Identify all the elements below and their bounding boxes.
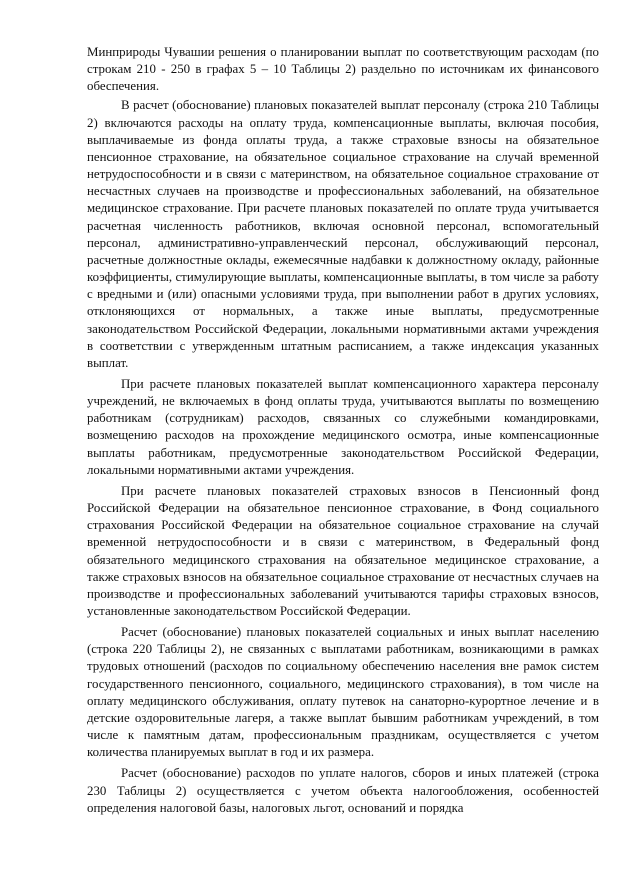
document-page xyxy=(87,44,599,821)
paragraph-2: В расчет (обоснование) плановых показателей выплат персоналу (строка 210 Таблицы 2) включаются расходы на оплату труда, компенсационные выплаты, включая пособия, выплачиваемые из фонда оплаты труда, а также страховые взносы на обязательное пенсионное страхование, на обязательное социальное страхование на случай временной нетрудоспособности и в связи с материнством, на обязательное социальное страхование от несчастных случаев на производстве и профессиональных заболеваний, на обязательное медицинское страхование. При расчете плановых показателей по оплате труда учитывается расчетная численность работников, включая основной персонал, вспомогательный персонал, административно-управленческий персонал, обслуживающий персонал, расчетные должностные оклады, ежемесячные надбавки к должностному окладу, районные коэффициенты, стимулирующие выплаты, компенсационные выплаты, в том числе за работу с вредными и (или) опасными условиями труда, при выполнении работ в других условиях, отклоняющихся от нормальных, а также иные выплаты, предусмотренные законодательством Российской Федерации, локальными нормативными актами учреждения в соответствии с утвержденным штатным расписанием, а также индексация указанных выплат. xyxy=(87,98,599,370)
paragraph-1: Минприроды Чувашии решения о планировании выплат по соответствующим расходам (по строкам 210 - 250 в графах 5 – 10 Таблицы 2) раздельно по источникам их финансового обеспечения. xyxy=(87,45,599,94)
paragraph-3: При расчете плановых показателей выплат компенсационного характера персоналу учреждений, не включаемых в фонд оплаты труда, учитываются выплаты по возмещению работникам (сотрудникам) расходов, связанных со служебными командировками, возмещению расходов на прохождение медицинского осмотра, иные компенсационные выплаты работникам, предусмотренные законодательством Российской Федерации, локальными нормативными актами учреждения. xyxy=(87,376,599,477)
paragraph-5: Расчет (обоснование) плановых показателей социальных и иных выплат населению (строка 220 Таблицы 2), не связанных с выплатами работникам, возникающими в рамках трудовых отношений (расходов по социальному обеспечению населения вне рамок систем государственного пенсионного, социального, медицинского страхования), в том числе на оплату медицинского обслуживания, оплату путевок на санаторно-курортное лечение и в детские оздоровительные лагеря, а также выплат бывшим работникам учреждений, в том числе к памятным датам, профессиональным праздникам, осуществляется с учетом количества планируемых выплат в год и их размера. xyxy=(87,625,599,760)
paragraph-4: При расчете плановых показателей страховых взносов в Пенсионный фонд Российской Федерации на обязательное пенсионное страхование, в Фонд социального страхования Российской Федерации на обязательное социальное страхование на случай временной нетрудоспособности и в связи с материнством, в Федеральный фонд обязательного медицинского страхования на обязательное медицинское страхование, а также страховых взносов на обязательное социальное страхование от несчастных случаев на производстве и профессиональных заболеваний учитываются тарифы страховых взносов, установленные законодательством Российской Федерации. xyxy=(87,483,599,618)
paragraph-6: Расчет (обоснование) расходов по уплате налогов, сборов и иных платежей (строка 230 Таблицы 2) осуществляется с учетом объекта налогообложения, особенностей определения налоговой базы, налоговых льгот, оснований и порядка xyxy=(87,766,599,815)
